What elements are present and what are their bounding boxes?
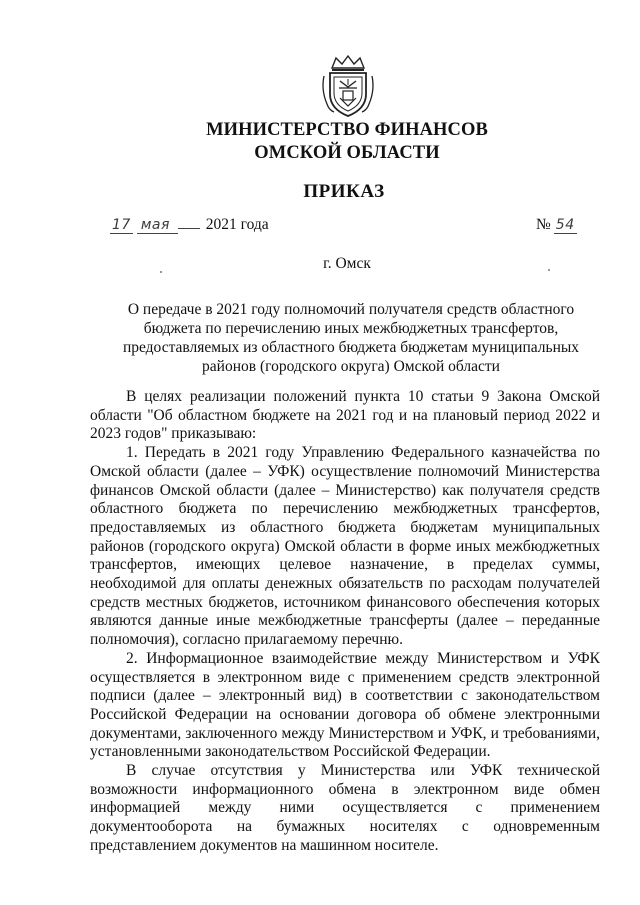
order-body: [90, 388, 600, 856]
paragraph-item-2: 2. Информационное взаимодействие между Министерством и УФК осуществляется в электронном виде с применением средств электронной подписи (далее – электронный вид) в соответствии с законодательством Российской Федерации на основании договора об обмене электронными документами, заключенного между Министерством и УФК, и требованиями, установленными законодательством Российской Федерации.: [90, 649, 600, 761]
order-date: [110, 216, 269, 234]
date-month: мая: [137, 217, 178, 234]
number-sign: №: [536, 216, 551, 233]
city: [0, 255, 640, 273]
date-day: 17: [112, 217, 131, 233]
date-underline: [178, 227, 200, 229]
ministry-name-line2: ОМСКОЙ ОБЛАСТИ: [254, 143, 440, 163]
city-text: г. Омск: [323, 255, 371, 272]
ministry-name: [0, 119, 640, 165]
coat-of-arms-icon: [320, 54, 376, 120]
order-number: [536, 216, 577, 234]
number-value: 54: [555, 217, 575, 233]
paragraph-preamble: В целях реализации положений пункта 10 статьи 9 Закона Омской области "Об областном бюджете на 2021 год и на плановый период 2022 и 2023 годов" приказываю:: [90, 388, 600, 443]
order-title: [0, 181, 640, 203]
order-subject: О передаче в 2021 году полномочий получателя средств областного бюджета по перечислению иных межбюджетных трансфертов, предоставляемых из областного бюджета бюджетам муниципальных районов (городского округа) Омской области: [122, 301, 580, 375]
scan-speck: [160, 271, 162, 273]
paragraph-item-2-continued: В случае отсутствия у Министерства или УФК технической возможности информационного обмена в электронном виде обмен информацией между ними осуществляется с применением документооборота на бумажных носителях с одновременным представлением документов на машинном носителе.: [90, 762, 600, 854]
date-year: 2021 года: [205, 216, 269, 233]
ministry-name-line1: МИНИСТЕРСТВО ФИНАНСОВ: [206, 120, 488, 140]
paragraph-item-1: 1. Передать в 2021 году Управлению Федерального казначейства по Омской области (далее – УФК) осуществление полномочий Министерства финансов Омской области (далее – Министерство) как получателя средств областного бюджета по перечислению межбюджетных трансфертов, предоставляемых из областного бюджета бюджетам муниципальных районов (городского округа) Омской области в форме иных межбюджетных трансфертов, имеющих целевое назначение, в пределах суммы, необходимой для оплаты денежных обязательств по расходам получателей средств местных бюджетов, источником финансового обеспечения которых являются данные иные межбюджетные трансферты (далее – переданные полномочия), согласно прилагаемому перечню.: [90, 444, 600, 649]
scan-speck: [548, 269, 550, 271]
order-title-text: ПРИКАЗ: [303, 181, 385, 202]
